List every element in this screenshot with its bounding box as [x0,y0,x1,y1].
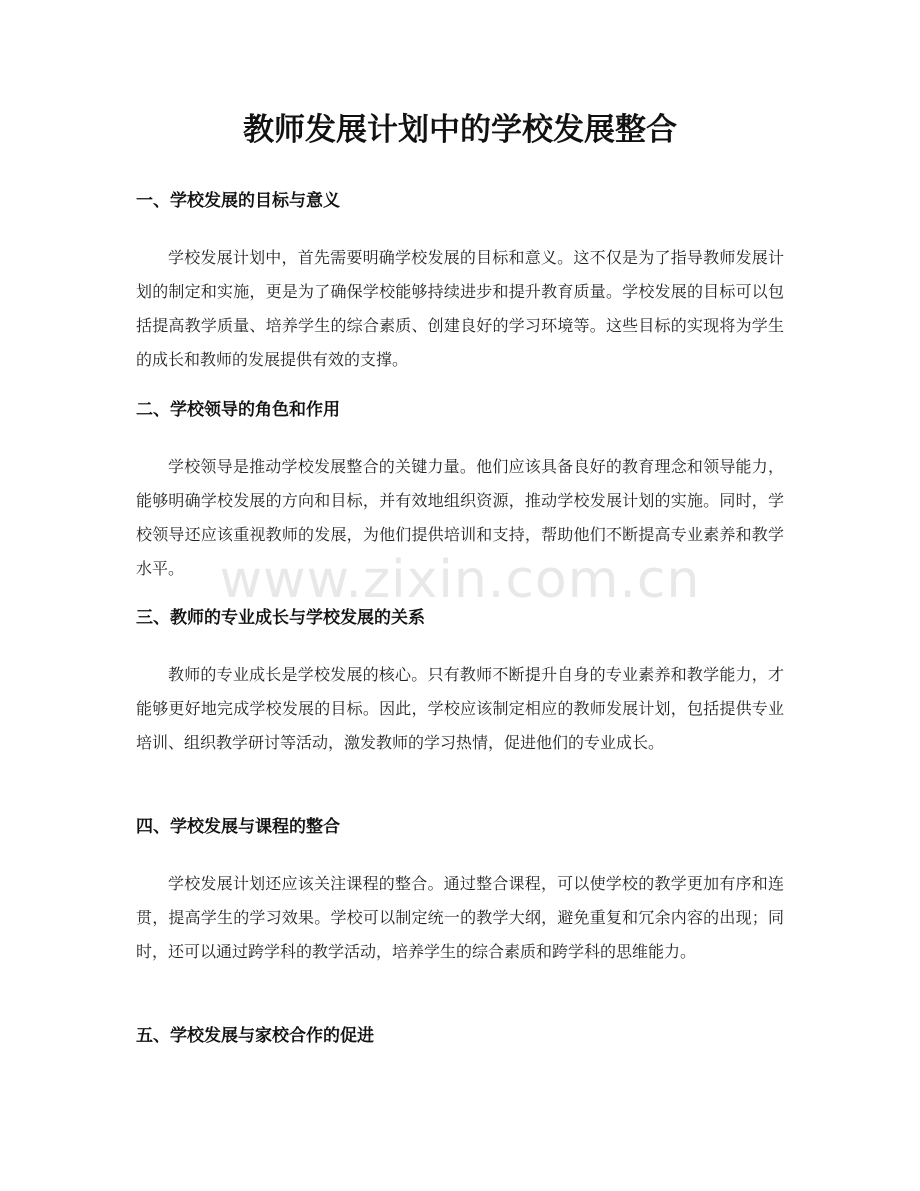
watermark: www.zixin.com.cn [219,550,701,610]
section-heading: 四、学校发展与课程的整合 [136,817,340,837]
document-title: 教师发展计划中的学校发展整合 [243,112,677,148]
section-5 [136,1024,784,1048]
section-paragraph: 学校领导是推动学校发展整合的关键力量。他们应该具备良好的教育理念和领导能力，能够明确学校发展的方向和目标，并有效地组织资源，推动学校发展计划的实施。同时，学校领导还应该重视教师的发展，为他们提供培训和支持，帮助他们不断提高专业素养和教学水平。 [136,457,784,578]
section-heading: 三、教师的专业成长与学校发展的关系 [136,608,425,628]
section-2 [136,398,784,586]
section-paragraph: 学校发展计划还应该关注课程的整合。通过整合课程，可以使学校的教学更加有序和连贯，提高学生的学习效果。学校可以制定统一的教学大纲，避免重复和冗余内容的出现；同时，还可以通过跨学科的教学活动，培养学生的综合素质和跨学科的思维能力。 [136,874,784,961]
section-paragraph: 教师的专业成长是学校发展的核心。只有教师不断提升自身的专业素养和教学能力，才能够更好地完成学校发展的目标。因此，学校应该制定相应的教师发展计划，包括提供专业培训、组织教学研讨等活动，激发教师的学习热情，促进他们的专业成长。 [136,665,784,752]
section-heading: 五、学校发展与家校合作的促进 [136,1026,374,1046]
section-1 [136,189,784,377]
section-heading: 一、学校发展的目标与意义 [136,191,340,211]
section-heading: 二、学校领导的角色和作用 [136,400,340,420]
section-4 [136,815,784,969]
section-paragraph: 学校发展计划中，首先需要明确学校发展的目标和意义。这不仅是为了指导教师发展计划的制定和实施，更是为了确保学校能够持续进步和提升教育质量。学校发展的目标可以包括提高教学质量、培养学生的综合素质、创建良好的学习环境等。这些目标的实现将为学生的成长和教师的发展提供有效的支撑。 [136,248,784,369]
section-3 [136,606,784,760]
